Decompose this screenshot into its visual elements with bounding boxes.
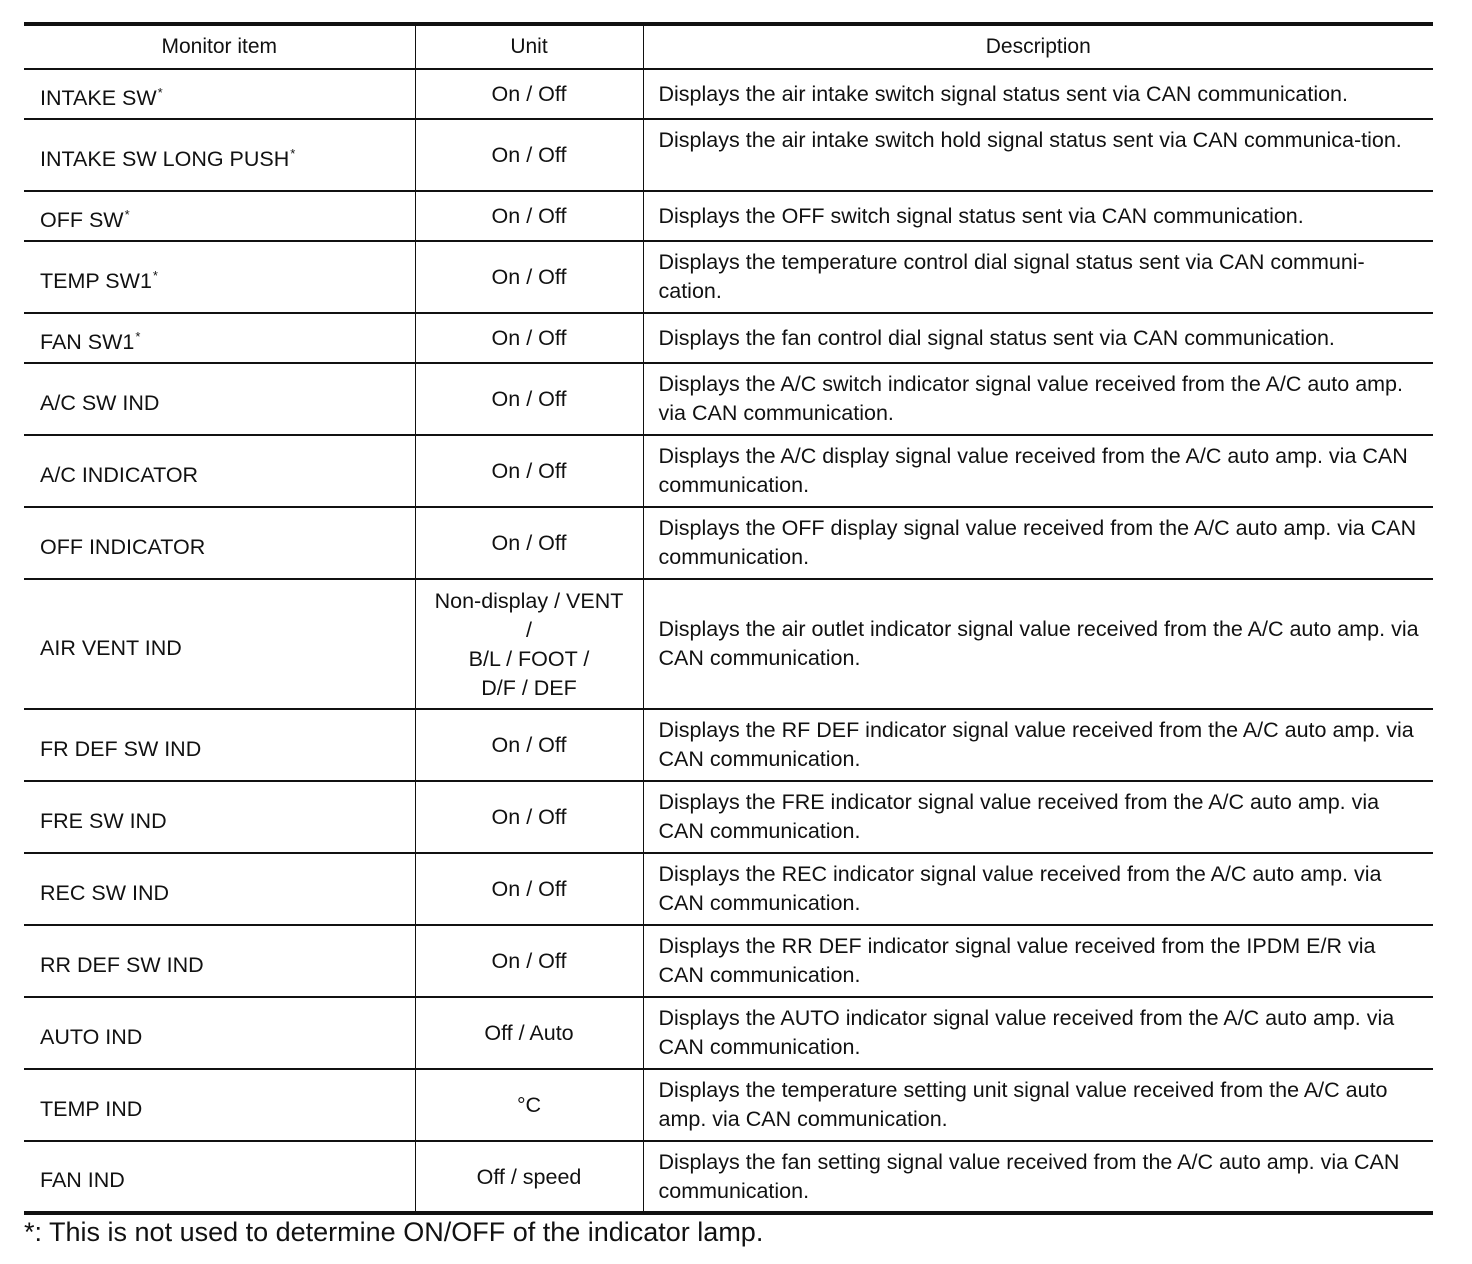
description-cell: Displays the FRE indicator signal value received from the A/C auto amp. via CAN communication. (643, 781, 1433, 853)
table-header-row (24, 24, 1433, 69)
description-cell: Displays the fan control dial signal status sent via CAN communication. (643, 313, 1433, 363)
unit-line: B/L / FOOT / (468, 646, 590, 671)
table-row (24, 69, 1433, 119)
monitor-item-cell (24, 435, 415, 507)
description-cell: Displays the RR DEF indicator signal value received from the IPDM E/R via CAN communication. (643, 925, 1433, 997)
monitor-item-cell (24, 313, 415, 363)
monitor-item-cell (24, 925, 415, 997)
unit-cell: °C (415, 1069, 643, 1141)
unit-cell: On / Off (415, 507, 643, 579)
table-row (24, 119, 1433, 191)
unit-cell: On / Off (415, 435, 643, 507)
monitor-item-label: TEMP IND (40, 1096, 143, 1121)
unit-cell: On / Off (415, 69, 643, 119)
monitor-item-cell (24, 709, 415, 781)
description-cell: Displays the RF DEF indicator signal value received from the A/C auto amp. via CAN communication. (643, 709, 1433, 781)
unit-cell: Off / Auto (415, 997, 643, 1069)
footnote-marker: * (152, 267, 158, 283)
unit-cell (415, 579, 643, 709)
unit-line: / (526, 617, 532, 642)
description-cell: Displays the REC indicator signal value received from the A/C auto amp. via CAN communication. (643, 853, 1433, 925)
header-unit: Unit (415, 24, 643, 69)
monitor-item-cell (24, 241, 415, 313)
header-description: Description (643, 24, 1433, 69)
table-row (24, 1141, 1433, 1213)
description-cell: Displays the OFF display signal value received from the A/C auto amp. via CAN communication. (643, 507, 1433, 579)
table-row (24, 435, 1433, 507)
header-monitor-item: Monitor item (24, 24, 415, 69)
description-cell: Displays the A/C display signal value received from the A/C auto amp. via CAN communication. (643, 435, 1433, 507)
table-row (24, 191, 1433, 241)
description-cell: Displays the temperature setting unit signal value received from the A/C auto amp. via CAN communication. (643, 1069, 1433, 1141)
unit-cell: On / Off (415, 925, 643, 997)
table-row (24, 507, 1433, 579)
unit-cell: On / Off (415, 853, 643, 925)
unit-cell: On / Off (415, 363, 643, 435)
footnote-marker: * (124, 206, 130, 222)
monitor-item-cell (24, 1069, 415, 1141)
unit-cell: On / Off (415, 191, 643, 241)
unit-cell: Off / speed (415, 1141, 643, 1213)
description-cell: Displays the air intake switch hold signal status sent via CAN communica-tion. (643, 119, 1433, 191)
monitor-item-cell (24, 1141, 415, 1213)
monitor-item-cell (24, 69, 415, 119)
description-cell: Displays the A/C switch indicator signal value received from the A/C auto amp. via CAN communication. (643, 363, 1433, 435)
table-row (24, 997, 1433, 1069)
table-row (24, 709, 1433, 781)
monitor-item-cell (24, 781, 415, 853)
footnote-marker: * (290, 145, 296, 161)
description-cell: Displays the OFF switch signal status sent via CAN communication. (643, 191, 1433, 241)
unit-cell: On / Off (415, 241, 643, 313)
monitor-item-label: FAN IND (40, 1168, 125, 1192)
table-row (24, 363, 1433, 435)
monitor-item-label: TEMP SW1 (40, 268, 152, 293)
monitor-item-label: OFF INDICATOR (40, 534, 206, 559)
table-row (24, 241, 1433, 313)
monitor-item-cell (24, 191, 415, 241)
monitor-item-cell (24, 363, 415, 435)
unit-line: D/F / DEF (481, 675, 577, 700)
table-row (24, 579, 1433, 709)
description-cell: Displays the AUTO indicator signal value received from the A/C auto amp. via CAN communication. (643, 997, 1433, 1069)
unit-line: Non-display / VENT (434, 588, 624, 613)
table-row (24, 781, 1433, 853)
description-cell: Displays the temperature control dial signal status sent via CAN communi-cation. (643, 241, 1433, 313)
monitor-item-label: AUTO IND (40, 1024, 143, 1049)
footnote-marker: * (135, 328, 141, 344)
monitor-table-container (24, 22, 1433, 1215)
monitor-item-cell (24, 853, 415, 925)
unit-cell: On / Off (415, 781, 643, 853)
monitor-item-cell (24, 119, 415, 191)
monitor-item-label: A/C INDICATOR (40, 462, 199, 487)
footnote: *: This is not used to determine ON/OFF of the indicator lamp. (24, 1217, 764, 1247)
monitor-item-label: AIR VENT IND (40, 635, 182, 660)
table-row (24, 1069, 1433, 1141)
monitor-item-label: INTAKE SW LONG PUSH (40, 146, 290, 171)
monitor-item-label: OFF SW (40, 207, 124, 232)
monitor-item-cell (24, 997, 415, 1069)
monitor-item-table (24, 22, 1433, 1215)
monitor-item-label: RR DEF SW IND (40, 952, 204, 977)
footnote-marker: * (157, 84, 163, 100)
monitor-item-label: REC SW IND (40, 880, 169, 905)
description-cell: Displays the fan setting signal value received from the A/C auto amp. via CAN communication. (643, 1141, 1433, 1213)
table-row (24, 925, 1433, 997)
monitor-item-label: A/C SW IND (40, 390, 160, 415)
unit-cell: On / Off (415, 119, 643, 191)
description-cell: Displays the air outlet indicator signal value received from the A/C auto amp. via CAN communication. (643, 579, 1433, 709)
monitor-item-label: FRE SW IND (40, 808, 167, 833)
monitor-item-label: FR DEF SW IND (40, 736, 202, 761)
unit-cell: On / Off (415, 709, 643, 781)
monitor-item-cell (24, 507, 415, 579)
table-row (24, 313, 1433, 363)
unit-cell: On / Off (415, 313, 643, 363)
monitor-item-cell (24, 579, 415, 709)
table-row (24, 853, 1433, 925)
monitor-item-label: INTAKE SW (40, 85, 157, 110)
description-cell: Displays the air intake switch signal status sent via CAN communication. (643, 69, 1433, 119)
monitor-item-label: FAN SW1 (40, 329, 135, 354)
